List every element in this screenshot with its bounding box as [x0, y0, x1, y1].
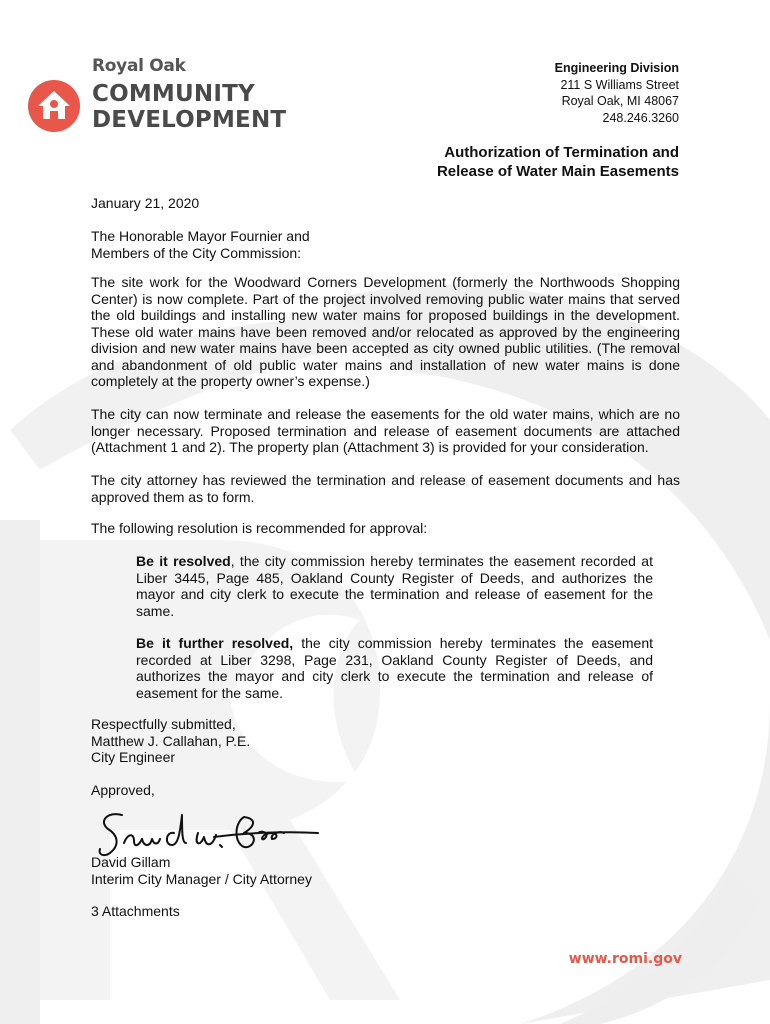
engineer-title: City Engineer — [91, 749, 176, 765]
logo-line-development: DEVELOPMENT — [92, 107, 287, 133]
salutation-line-2: Members of the City Commission: — [91, 244, 302, 261]
handwritten-signature — [94, 803, 324, 861]
paragraph-attorney-review: The city attorney has reviewed the termination and release of easement documents and has approved them as to form. — [91, 472, 680, 505]
document-title — [437, 143, 679, 181]
phone-number: 248.246.3260 — [602, 110, 679, 125]
resolution-1-text: , the city commission hereby terminates the easement recorded at Liber 3445, Page 485, Oakland County Register of Deeds, and authorizes the mayor and city clerk to execute the termination and release of easement for the same. — [136, 553, 653, 619]
letter-date: January 21, 2020 — [91, 195, 200, 211]
community-development-logo — [28, 56, 298, 136]
title-line-1: Authorization of Termination and — [444, 144, 679, 161]
paragraph-resolution-intro: The following resolution is recommended for approval: — [91, 520, 428, 536]
manager-block — [91, 854, 680, 887]
salutation-line-1: The Honorable Mayor Fournier and — [91, 228, 310, 244]
website-link[interactable]: www.romi.gov — [568, 951, 682, 967]
engineer-name: Matthew J. Callahan, P.E. — [91, 732, 251, 749]
division-name: Engineering Division — [554, 61, 679, 75]
attachments-note: 3 Attachments — [91, 903, 180, 919]
resolution-2-lead: Be it further resolved, — [136, 635, 294, 651]
paragraph-easement-release: The city can now terminate and release the easements for the old water mains, which are no longer necessary. Proposed termination and release of easement documents are attached (Attachment 1 and 2). The property plan (Attachment 3) is provided for your consideration. — [91, 406, 680, 455]
closing: Respectfully submitted, — [91, 716, 236, 732]
resolution-1-lead: Be it resolved — [136, 553, 231, 569]
manager-title: Interim City Manager / City Attorney — [91, 870, 312, 887]
paragraph-site-work: The site work for the Woodward Corners Development (formerly the Northwoods Shopping Center) is now complete. Part of the project involved removing public water mains that served the old buildings and installing new water mains for proposed buildings in the development. These old water mains have been removed and/or relocated as approved by the engineering division and new water mains have been accepted as city owned public utilities. (The removal and abandonment of old public water mains and installation of new water mains is done completely at the property owner’s expense.) — [91, 274, 680, 389]
resolution-2 — [136, 635, 653, 701]
city-state-zip: Royal Oak, MI 48067 — [561, 94, 679, 108]
division-address-block — [555, 60, 679, 126]
resolution-2-text: the city commission hereby terminates the easement recorded at Liber 3298, Page 231, Oakland County Register of Deeds, and authorizes the mayor and city clerk to execute the termination and release of easement for the same. — [136, 635, 654, 701]
resolution-1 — [136, 553, 653, 619]
salutation — [91, 228, 680, 261]
street-address: 211 S Williams Street — [560, 77, 679, 92]
logo-line-community: COMMUNITY — [92, 81, 255, 107]
title-line-2: Release of Water Main Easements — [436, 163, 679, 180]
submitted-block — [91, 716, 680, 766]
approved-label: Approved, — [91, 782, 155, 798]
manager-name: David Gillam — [91, 854, 171, 870]
royal-oak-wordmark: Royal Oak — [92, 56, 186, 76]
house-badge-icon — [28, 78, 84, 134]
